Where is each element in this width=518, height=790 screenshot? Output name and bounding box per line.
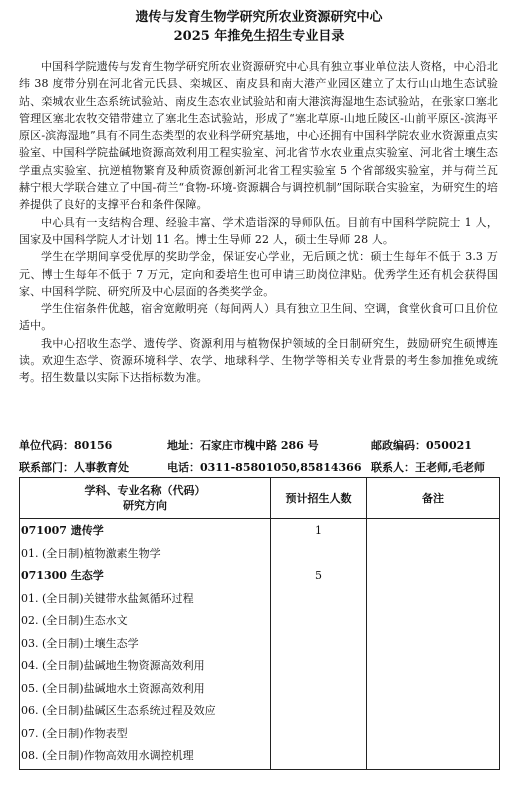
header-remarks: 备注 xyxy=(367,478,500,519)
remarks-cell xyxy=(367,519,500,770)
direction-item: 02. (全日制)生态水文 xyxy=(21,614,128,627)
header-count: 预计招生人数 xyxy=(271,478,367,519)
direction-item: 03. (全日制)土壤生态学 xyxy=(21,636,139,650)
major-name: 071007 遗传学 xyxy=(21,524,104,537)
table-row xyxy=(20,519,500,770)
intro-paragraph: 中国科学院遗传与发育生物学研究所农业资源研究中心具有独立事业单位法人资格，中心沿北纬 38 度带分别在河北省元氏县、栾城区、南皮县和南大港产业园区建立了太行山山地生态试验站、栾城农业生态系统试验站、南皮生态农业试验站和南大港滨海湿地生态试验站，在张家口塞北管理区塞北农牧交错带建立了塞北生态试验站，形成了“塞北草原-山地丘陵区-山前平原区-滨海平原区-滨海湿地”具有不同生态类型的农业科学研究基地，中心还拥有中国科学院农业水资源重点实验室、中国科学院盐碱地资源高效利用工程实验室、河北省节水农业重点实验室、河北省土壤生态学重点实验室、抗逆植物繁育及种质资源创新河北省工程实验室 5 个省部级实验室，并与荷兰瓦赫宁根大学联合建立了中国-荷兰“食物-环境-资源耦合与调控机制”国际联合实验室，为研究生的培养提供了良好的支撑平台和条件保障。 xyxy=(19,60,498,212)
direction-item: 06. (全日制)盐碱区生态系统过程及效应 xyxy=(21,704,216,717)
major-name: 071300 生态学 xyxy=(21,569,104,582)
document-title: 遗传与发育生物学研究所农业资源研究中心 xyxy=(135,10,383,25)
direction-item: 05. (全日制)盐碱地水土资源高效利用 xyxy=(21,681,205,695)
table-header-row xyxy=(20,478,500,519)
enrollment-count: 5 xyxy=(315,569,322,582)
address: 地址：石家庄市槐中路 286 号 xyxy=(167,439,319,452)
contact-person: 联系人：王老师,毛老师 xyxy=(371,461,485,474)
intro-paragraph: 中心具有一支结构合理、经验丰富、学术造诣深的导师队伍。目前有中国科学院院士 1 人，国家及中国科学院人才计划 11 名。博士生导师 22 人，硕士生导师 28 人。 xyxy=(19,215,498,246)
direction-item: 08. (全日制)作物高效用水调控机理 xyxy=(21,749,194,762)
unit-code: 单位代码：80156 xyxy=(19,439,113,452)
intro-paragraph: 我中心招收生态学、遗传学、资源利用与植物保护领域的全日制研究生，鼓励研究生硕博连读。欢迎生态学、资源环境科学、农学、地球科学、生物学等相关专业背景的考生参加推免或统考。招生数量以实际下达指标数为准。 xyxy=(19,336,498,385)
program-table xyxy=(19,477,500,770)
direction-item: 07. (全日制)作物表型 xyxy=(21,726,128,740)
intro-section xyxy=(0,58,518,387)
enrollment-count: 1 xyxy=(315,524,322,537)
header-major-line2: 研究方向 xyxy=(123,499,167,512)
intro-paragraph: 学生在学期间享受优厚的奖助学金，保证安心学业，无后顾之忧：硕士生每年不低于 3.3 万元、博士生每年不低于 7 万元，定向和委培生也可申请三助岗位津贴。优秀学生还有机会获得国家、中国科学院、研究所及中心层面的各类奖学金。 xyxy=(19,250,498,298)
direction-item: 04. (全日制)盐碱地生物资源高效利用 xyxy=(21,659,205,672)
intro-paragraph: 学生住宿条件优越，宿舍宽敞明亮（每间两人）具有独立卫生间、空调，食堂伙食可口且价位适中。 xyxy=(19,302,498,333)
header-major xyxy=(20,478,271,519)
direction-item: 01. (全日制)关键带水盐氮循环过程 xyxy=(21,591,194,605)
header-major-line1: 学科、专业名称（代码） xyxy=(84,484,206,497)
direction-item: 01. (全日制)植物激素生物学 xyxy=(21,546,161,560)
phone: 电话：0311-85801050,85814366 xyxy=(167,461,362,474)
contact-department: 联系部门：人事教育处 xyxy=(19,461,129,474)
postcode: 邮政编码：050021 xyxy=(371,439,472,452)
major-directions-cell xyxy=(20,519,271,770)
count-cell xyxy=(271,519,367,770)
document-subtitle: 2025 年推免生招生专业目录 xyxy=(173,29,345,44)
